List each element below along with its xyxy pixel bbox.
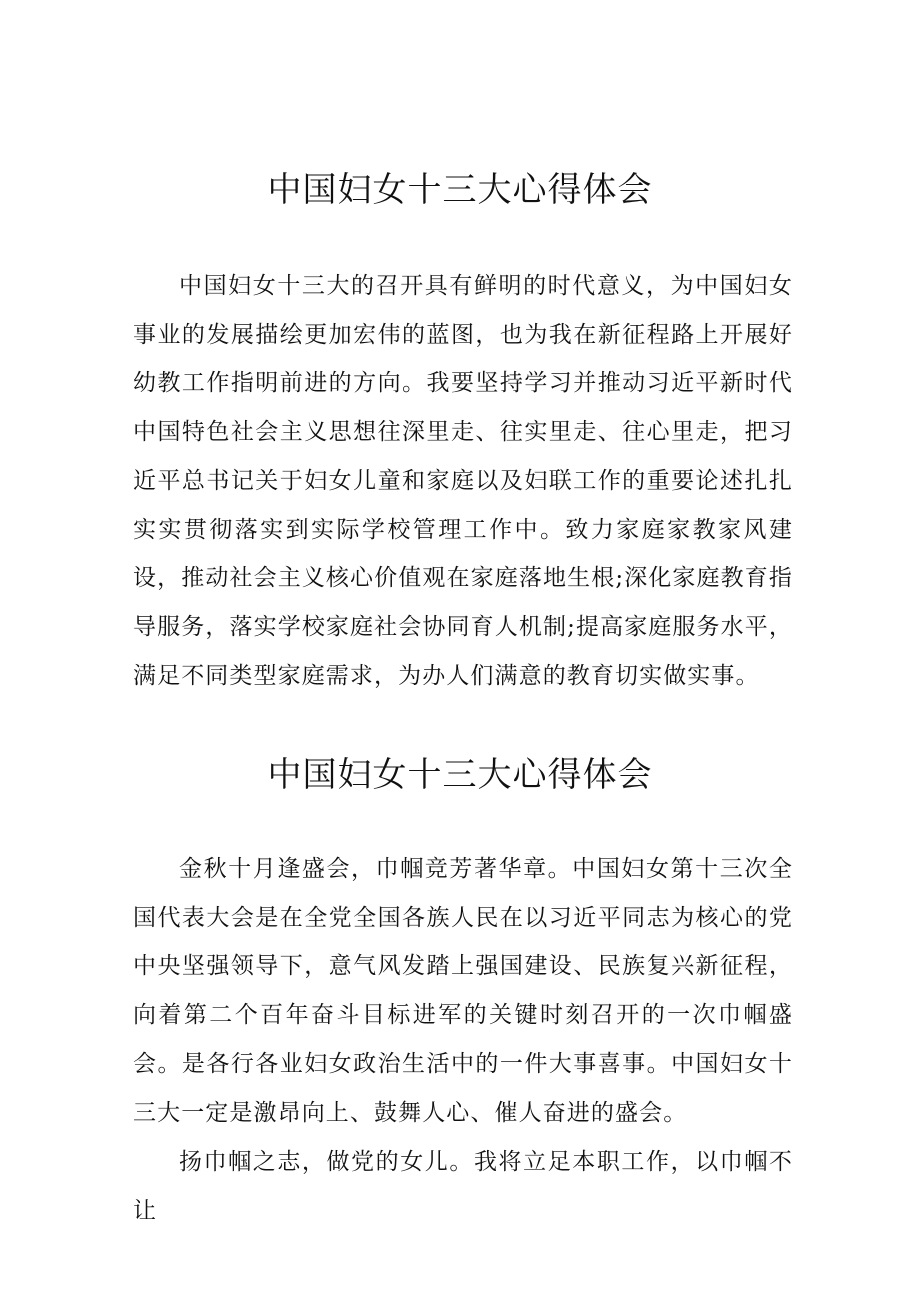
section-2-paragraph-2: 扬巾帼之志，做党的女儿。我将立足本职工作，以巾帼不让 — [133, 1149, 793, 1224]
section-2-paragraph-1: 金秋十月逢盛会，巾帼竞芳著华章。中国妇女第十三次全国代表大会是在全党全国各族人民在以习近平同志为核心的党中央坚强领导下，意气风发踏上强国建设、民族复兴新征程，向着第二个百年奋斗目标进军的关键时刻召开的一次巾帼盛会。是各行各业妇女政治生活中的一件大事喜事。中国妇女十三大一定是激昂向上、鼓舞人心、催人奋进的盛会。 — [133, 856, 793, 1126]
section-1-title: 中国妇女十三大心得体会 — [267, 170, 653, 210]
section-1-paragraph-1: 中国妇女十三大的召开具有鲜明的时代意义，为中国妇女事业的发展描绘更加宏伟的蓝图，也为我在新征程路上开展好幼教工作指明前进的方向。我要坚持学习并推动习近平新时代中国特色社会主义思想往深里走、往实里走、往心里走，把习近平总书记关于妇女儿童和家庭以及妇联工作的重要论述扎扎实实贯彻落实到实际学校管理工作中。致力家庭家教家风建设，推动社会主义核心价值观在家庭落地生根;深化家庭教育指导服务，落实学校家庭社会协同育人机制;提高家庭服务水平，满足不同类型家庭需求，为办人们满意的教育切实做实事。 — [133, 273, 793, 689]
section-2-title: 中国妇女十三大心得体会 — [267, 755, 653, 795]
